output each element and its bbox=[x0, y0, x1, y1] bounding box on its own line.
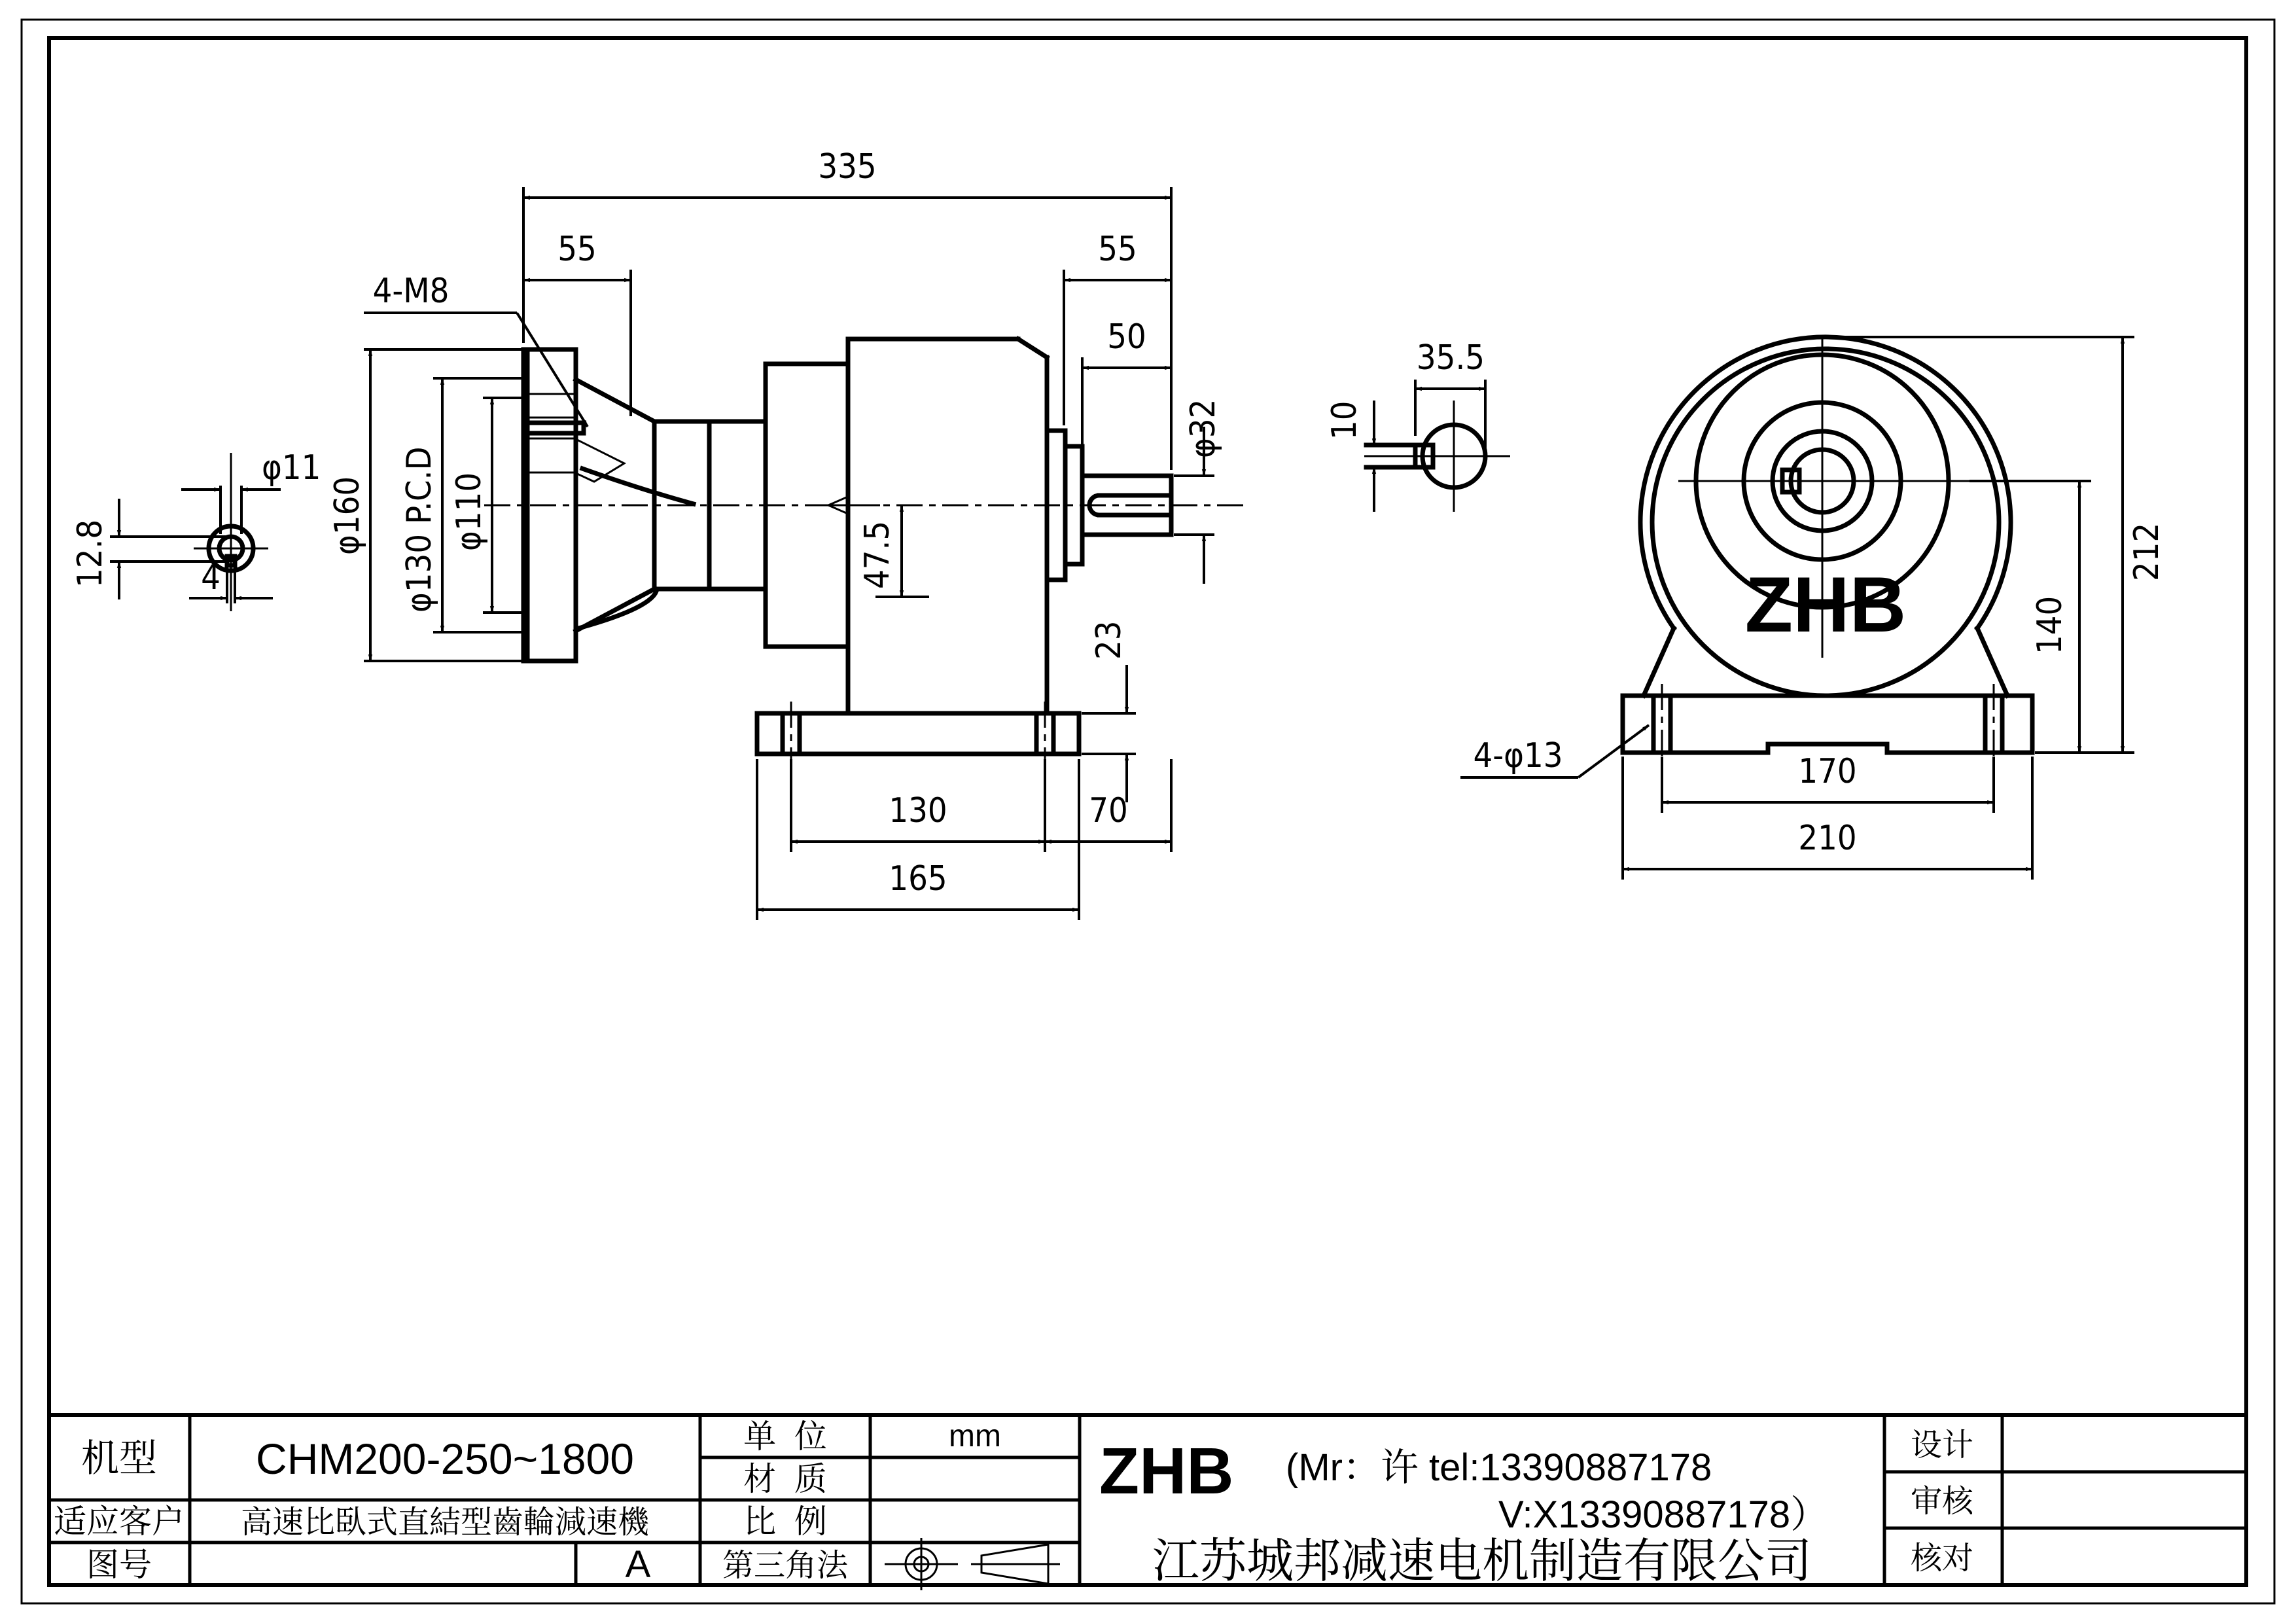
dim-bolt-circle: φ130 P.C.D bbox=[400, 446, 439, 613]
dim-keyway-depth: 12.8 bbox=[71, 519, 110, 588]
scale-label: 比 例 bbox=[743, 1503, 827, 1540]
dim-foot-length: 165 bbox=[889, 859, 947, 899]
label-foot-holes: 4-φ13 bbox=[1473, 736, 1563, 776]
dim-shaft-length: 50 bbox=[1107, 317, 1146, 357]
dim-keyway-width: 4 bbox=[201, 558, 221, 597]
dim-hole-spacing: 170 bbox=[1798, 752, 1857, 791]
dim-base-width: 210 bbox=[1798, 819, 1857, 858]
title-block bbox=[49, 1415, 2246, 1590]
projection-label: 第三角法 bbox=[722, 1548, 849, 1583]
front-view bbox=[1460, 335, 2166, 880]
dim-key-width: 10 bbox=[1325, 401, 1364, 440]
side-view bbox=[71, 147, 1243, 920]
dim-input-depth: 55 bbox=[557, 230, 597, 269]
dim-bore-dia: φ11 bbox=[262, 448, 321, 488]
dim-output-depth: 55 bbox=[1098, 230, 1137, 269]
design-label: 设计 bbox=[1910, 1428, 1974, 1463]
customer-value: 高速比臥式直結型齒輪減速機 bbox=[240, 1505, 650, 1540]
model-label: 机型 bbox=[80, 1437, 158, 1480]
dim-rear-overhang: 70 bbox=[1089, 791, 1128, 830]
customer-label: 适应客户 bbox=[54, 1503, 185, 1540]
side-feet bbox=[757, 702, 1079, 766]
check-label: 核对 bbox=[1910, 1541, 1974, 1576]
material-label: 材 质 bbox=[743, 1461, 827, 1497]
company-name: 江苏城邦减速电机制造有限公司 bbox=[1152, 1535, 1812, 1588]
drawing-no-label: 图号 bbox=[86, 1546, 152, 1583]
dim-shaft-dia: φ32 bbox=[1184, 399, 1223, 458]
dim-flange-dia: φ160 bbox=[328, 476, 367, 555]
dim-foot-hole-span: 130 bbox=[889, 791, 947, 830]
dim-axis-height: 140 bbox=[2030, 596, 2070, 654]
side-dimensions bbox=[71, 147, 1223, 920]
dim-foot-height: 23 bbox=[1089, 620, 1129, 660]
brand-contact-line2: V:X13390887178） bbox=[1498, 1493, 1829, 1536]
dim-total-height: 212 bbox=[2127, 522, 2166, 581]
unit-value: mm bbox=[949, 1419, 1001, 1454]
revision-value: A bbox=[625, 1543, 651, 1586]
model-value: CHM200-250~1800 bbox=[256, 1435, 634, 1483]
dim-spigot-dia: φ110 bbox=[450, 472, 489, 551]
dim-center-height: 47.5 bbox=[858, 520, 897, 589]
review-label: 审核 bbox=[1910, 1484, 1974, 1519]
page-border bbox=[22, 20, 2274, 1603]
front-view-logo: ZHB bbox=[1744, 561, 1907, 649]
dim-key-width-across: 35.5 bbox=[1416, 338, 1485, 378]
dim-overall-length: 335 bbox=[818, 147, 877, 187]
unit-label: 单 位 bbox=[743, 1418, 827, 1455]
label-tapped-holes: 4-M8 bbox=[372, 272, 450, 311]
shaft-key-detail bbox=[1325, 338, 1510, 512]
third-angle-symbol bbox=[885, 1538, 1060, 1590]
brand-logo: ZHB bbox=[1099, 1435, 1234, 1508]
brand-contact-line1: (Mr：许 tel:13390887178 bbox=[1286, 1446, 1712, 1489]
